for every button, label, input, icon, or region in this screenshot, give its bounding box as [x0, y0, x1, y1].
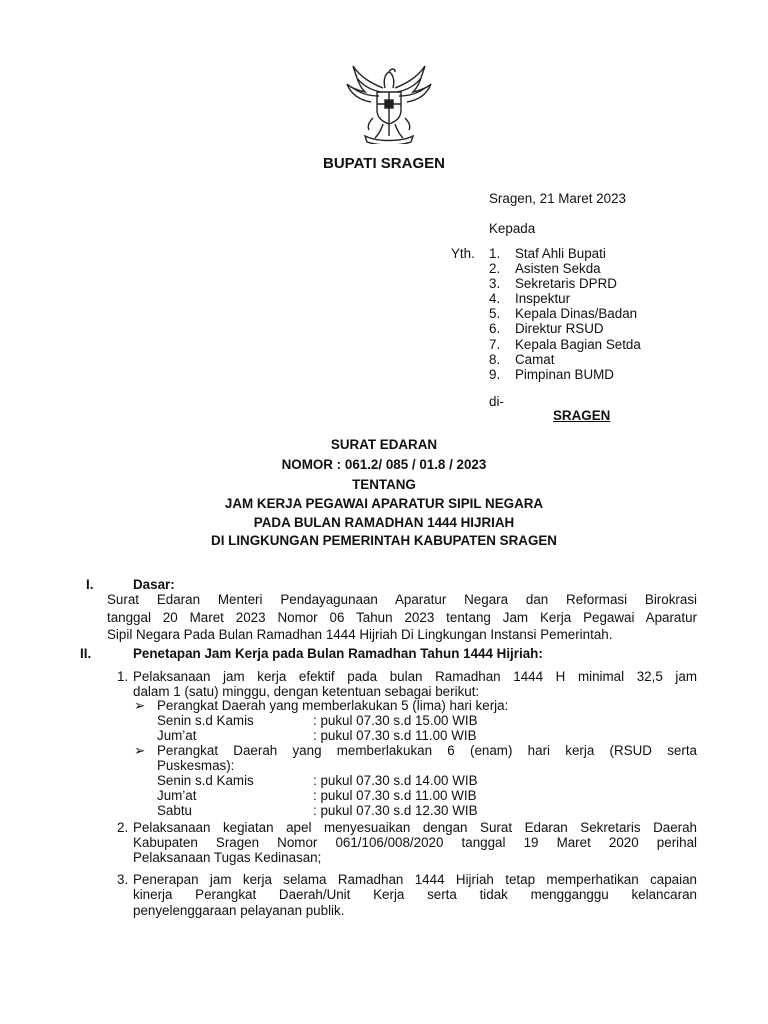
letter-date: Sragen, 21 Maret 2023	[489, 191, 626, 206]
recipient-num: 9.	[489, 367, 501, 382]
schedule-time: : pukul 07.30 s.d 15.00 WIB	[313, 713, 478, 728]
doc-subject-line2: PADA BULAN RAMADHAN 1444 HIJRIAH	[253, 515, 515, 530]
yth-label: Yth.	[451, 246, 475, 261]
recipient-num: 6.	[489, 321, 501, 336]
item-text-line: kinerja Perangkat Daerah/Unit Kerja serta tidak mengganggu kelancaran	[133, 887, 697, 902]
section-text-line: tanggal 20 Maret 2023 Nomor 06 Tahun 2023 tentang Jam Kerja Pegawai Aparatur	[107, 610, 697, 625]
addressee-label: Kepada	[489, 221, 536, 236]
recipient-name: Kepala Dinas/Badan	[515, 306, 638, 321]
doc-subject-line3: DI LINGKUNGAN PEMERINTAH KABUPATEN SRAGEN	[211, 533, 557, 548]
recipient-num: 3.	[489, 276, 501, 291]
item-number: 1.	[117, 669, 129, 684]
schedule-time: : pukul 07.30 s.d 11.00 WIB	[313, 788, 477, 803]
section-number: I.	[86, 577, 94, 592]
schedule-time: : pukul 07.30 s.d 14.00 WIB	[313, 773, 478, 788]
recipient-num: 7.	[489, 337, 501, 352]
doc-tentang: TENTANG	[352, 477, 416, 492]
group-title: Perangkat Daerah yang memberlakukan 6 (enam) hari kerja (RSUD serta	[157, 743, 697, 758]
schedule-time: : pukul 07.30 s.d 12.30 WIB	[313, 803, 478, 818]
recipient-name: Staf Ahli Bupati	[515, 246, 606, 261]
recipient-name: Kepala Bagian Setda	[515, 337, 641, 352]
schedule-day: Senin s.d Kamis	[157, 773, 254, 788]
item-text-line: Pelaksanaan kegiatan apel menyesuaikan dengan Surat Edaran Sekretaris Daerah	[133, 820, 697, 835]
recipient-name: Inspektur	[515, 291, 571, 306]
schedule-day: Senin s.d Kamis	[157, 713, 254, 728]
item-number: 2.	[117, 820, 129, 835]
schedule-day: Sabtu	[157, 803, 192, 818]
schedule-day: Jum’at	[157, 728, 197, 743]
recipient-name: Asisten Sekda	[515, 261, 601, 276]
section-title: Dasar:	[133, 577, 175, 592]
arrow-bullet-icon: ➢	[134, 743, 146, 758]
section-number: II.	[80, 646, 92, 661]
doc-number: NOMOR : 061.2/ 085 / 01.8 / 2023	[281, 457, 487, 472]
recipient-num: 4.	[489, 291, 501, 306]
destination-place: SRAGEN	[553, 408, 611, 423]
doc-subject-line1: JAM KERJA PEGAWAI APARATUR SIPIL NEGARA	[224, 496, 544, 511]
recipient-name: Sekretaris DPRD	[515, 276, 617, 291]
item-number: 3.	[117, 872, 129, 887]
item-text-line: penyelenggaraan pelayanan publik.	[133, 903, 345, 918]
schedule-time: : pukul 07.30 s.d 11.00 WIB	[313, 728, 477, 743]
group-title-cont: Puskesmas):	[157, 758, 235, 773]
recipient-num: 8.	[489, 352, 501, 367]
group-title: Perangkat Daerah yang memberlakukan 5 (lima) hari kerja:	[157, 698, 509, 713]
arrow-bullet-icon: ➢	[134, 698, 146, 713]
item-text-line: Penerapan jam kerja selama Ramadhan 1444 Hijriah tetap memperhatikan capaian	[133, 872, 697, 887]
schedule-day: Jum’at	[157, 788, 197, 803]
di-label: di-	[489, 394, 504, 409]
recipient-num: 2.	[489, 261, 501, 276]
item-text-line: Pelaksanaan Tugas Kedinasan;	[133, 850, 322, 865]
recipient-name: Direktur RSUD	[515, 321, 604, 336]
letterhead-title: BUPATI SRAGEN	[323, 155, 445, 172]
item-text-line: Pelaksanaan jam kerja efektif pada bulan Ramadhan 1444 H minimal 32,5 jam	[133, 669, 697, 684]
item-text-line: dalam 1 (satu) minggu, dengan ketentuan sebagai berikut:	[133, 684, 480, 699]
item-text-line: Kabupaten Sragen Nomor 061/106/008/2020 tanggal 19 Maret 2020 perihal	[133, 835, 697, 850]
recipient-num: 5.	[489, 306, 501, 321]
section-text-line: Sipil Negara Pada Bulan Ramadhan 1444 Hijriah Di Lingkungan Instansi Pemerintah.	[107, 627, 613, 642]
recipient-name: Pimpinan BUMD	[515, 367, 614, 382]
garuda-emblem-icon	[343, 58, 435, 144]
recipient-num: 1.	[489, 246, 501, 261]
section-title: Penetapan Jam Kerja pada Bulan Ramadhan Tahun 1444 Hijriah:	[133, 646, 543, 661]
section-text-line: Surat Edaran Menteri Pendayagunaan Aparatur Negara dan Reformasi Birokrasi	[107, 592, 697, 607]
recipient-name: Camat	[515, 352, 555, 367]
doc-type: SURAT EDARAN	[330, 437, 438, 452]
